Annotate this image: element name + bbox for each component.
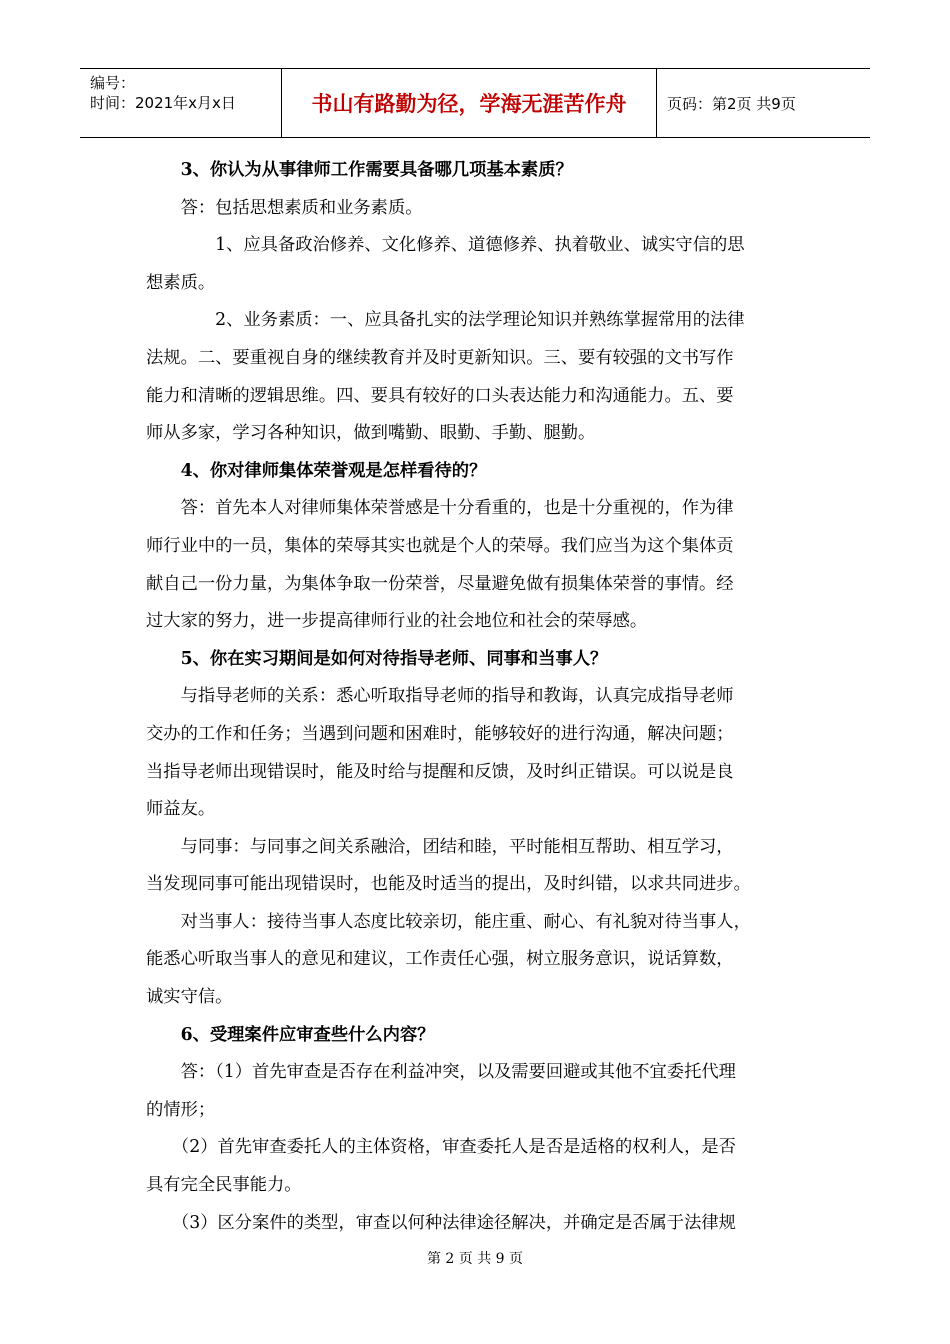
body-line: 答：（1）首先审查是否存在利益冲突，以及需要回避或其他不宜委托代理 (146, 1062, 736, 1083)
body-line: 师从多家，学习各种知识，做到嘴勤、眼勤、手勤、腿勤。 (146, 423, 596, 444)
body-line: 过大家的努力，进一步提高律师行业的社会地位和社会的荣辱感。 (146, 611, 648, 632)
page-footer: 第 2 页 共 9 页 (426, 1251, 524, 1267)
header-info (80, 69, 282, 137)
body-line: 当指导老师出现错误时，能及时给与提醒和反馈，及时纠正错误。可以说是良 (146, 761, 734, 782)
body-line: 具有完全民事能力。 (146, 1175, 302, 1196)
question-heading: 5、你在实习期间是如何对待指导老师、同事和当事人？ (146, 648, 608, 669)
body-line: 能悉心听取当事人的意见和建议，工作责任心强，树立服务意识，说话算数， (146, 949, 734, 970)
body-line: 的情形； (146, 1099, 216, 1120)
document-body (146, 152, 816, 1242)
body-line: 交办的工作和任务；当遇到问题和困难时，能够较好的进行沟通，解决问题； (146, 723, 734, 744)
header-motto: 书山有路勤为径，学海无涯苦作舟 (282, 69, 657, 137)
body-line: （2）首先审查委托人的主体资格，审查委托人是否是适格的权利人，是否 (146, 1137, 736, 1158)
question-heading: 6、受理案件应审查些什么内容？ (146, 1024, 435, 1045)
body-line: 能力和清晰的逻辑思维。四、要具有较好的口头表达能力和沟通能力。五、要 (146, 385, 734, 406)
body-line: 对当事人：接待当事人态度比较亲切，能庄重、耐心、有礼貌对待当事人， (146, 911, 751, 932)
body-line: 与指导老师的关系：悉心听取指导老师的指导和教诲，认真完成指导老师 (146, 686, 734, 707)
body-line: 献自己一份力量，为集体争取一份荣誉，尽量避免做有损集体荣誉的事情。经 (146, 573, 734, 594)
header-page-number: 页码：第2页 共9页 (667, 94, 796, 113)
body-line: 师益友。 (146, 799, 216, 820)
body-line: 答：包括思想素质和业务素质。 (146, 197, 423, 218)
body-line: 答：首先本人对律师集体荣誉感是十分看重的，也是十分重视的，作为律 (146, 498, 734, 519)
body-line: 想素质。 (146, 272, 216, 293)
body-line: 法规。二、要重视自身的继续教育并及时更新知识。三、要有较强的文书写作 (146, 347, 734, 368)
question-heading: 4、你对律师集体荣誉观是怎样看待的？ (146, 460, 487, 481)
body-line: 师行业中的一员，集体的荣辱其实也就是个人的荣辱。我们应当为这个集体贡 (146, 535, 734, 556)
body-line: 与同事：与同事之间关系融洽，团结和睦，平时能相互帮助、相互学习， (146, 836, 734, 857)
body-line: 2、业务素质：一、应具备扎实的法学理论知识并熟练掌握常用的法律 (146, 310, 745, 331)
page-header (80, 68, 870, 138)
document-number: 编号： (90, 74, 136, 92)
document-date: 时间：2021年x月x日 (90, 94, 236, 112)
question-heading: 3、你认为从事律师工作需要具备哪几项基本素质？ (146, 160, 573, 180)
body-line: 1、应具备政治修养、文化修养、道德修养、执着敬业、诚实守信的思 (146, 235, 745, 256)
body-line: （3）区分案件的类型，审查以何种法律途径解决，并确定是否属于法律规 (146, 1212, 736, 1233)
body-line: 当发现同事可能出现错误时，也能及时适当的提出，及时纠错，以求共同进步。 (146, 874, 751, 895)
body-line: 诚实守信。 (146, 987, 233, 1008)
